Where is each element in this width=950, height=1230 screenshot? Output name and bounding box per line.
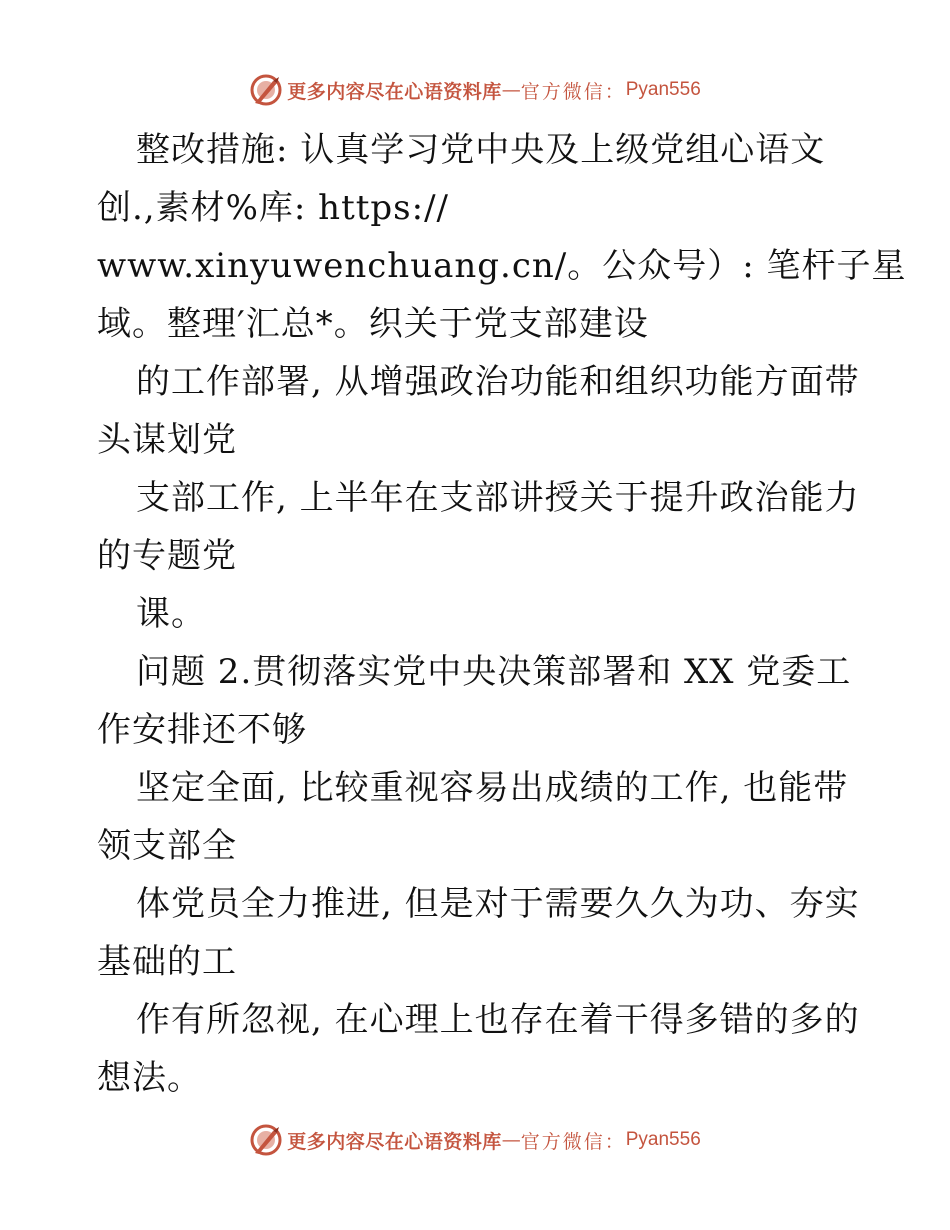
body-line: 作安排还不够 <box>97 710 307 750</box>
body-line: 基础的工 <box>97 942 237 982</box>
body-line: 头谋划党 <box>97 420 237 460</box>
body-line: 课。 <box>136 594 206 634</box>
body-line: 想法。 <box>97 1058 202 1098</box>
body-line: 体党员全力推进, 但是对于需要久久为功、夯实 <box>136 884 860 924</box>
body-line: www.xinyuwenchuang.cn/。公众号）: 笔杆子星 <box>97 246 907 286</box>
header-wechat-label: 官方微信： <box>520 80 626 103</box>
footer-dash: — <box>501 1129 521 1151</box>
quill-pen-logo-icon <box>249 73 283 107</box>
footer-promo-text: 更多内容尽在心语资料库 <box>287 1130 502 1153</box>
body-line: 整改措施: 认真学习党中央及上级党组心语文 <box>136 130 826 170</box>
quill-pen-logo-icon <box>249 1123 283 1157</box>
body-line: 作有所忽视, 在心理上也存在着干得多错的多的 <box>136 1000 860 1040</box>
footer-wechat-account: Pyan556 <box>625 1129 701 1150</box>
header-banner <box>0 70 950 110</box>
header-promo-text: 更多内容尽在心语资料库 <box>287 80 502 103</box>
body-line: 问题 2.贯彻落实党中央决策部署和 XX 党委工 <box>136 652 852 692</box>
document-body <box>97 121 907 1107</box>
header-dash: — <box>501 79 521 101</box>
footer-wechat-label: 官方微信： <box>520 1130 626 1153</box>
body-line: 域。整理′汇总*。织关于党支部建设 <box>97 304 649 344</box>
body-line: 的工作部署, 从增强政治功能和组织功能方面带 <box>136 362 860 402</box>
footer-banner <box>0 1120 950 1160</box>
body-line: 支部工作, 上半年在支部讲授关于提升政治能力 <box>136 478 860 518</box>
body-line: 创.,素材%库: https:// <box>97 188 449 228</box>
header-wechat-account: Pyan556 <box>625 79 701 100</box>
body-line: 的专题党 <box>97 536 237 576</box>
body-line: 坚定全面, 比较重视容易出成绩的工作, 也能带 <box>136 768 849 808</box>
body-line: 领支部全 <box>97 826 237 866</box>
